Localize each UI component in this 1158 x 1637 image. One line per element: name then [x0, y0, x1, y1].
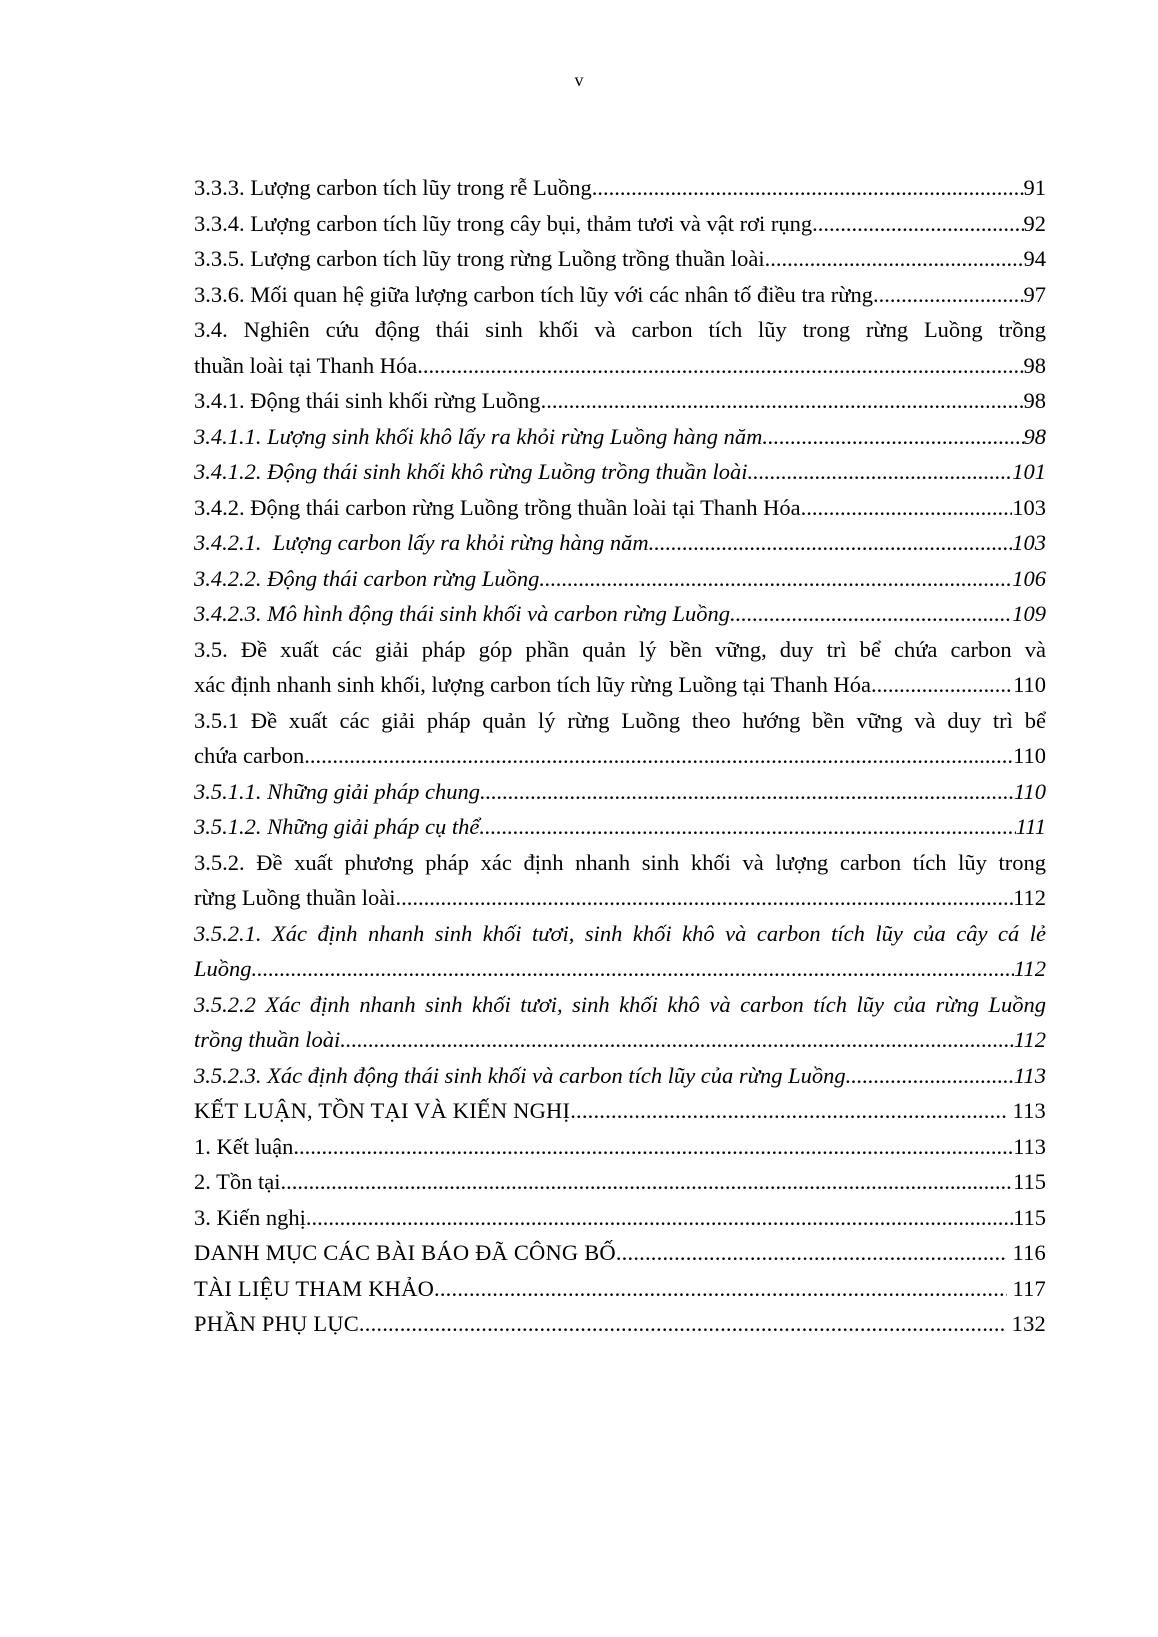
toc-entry-title: 3.3.5. Lượng carbon tích lũy trong rừng Luồng trồng thuần loài	[194, 246, 765, 271]
dot-leader	[765, 241, 1024, 277]
toc-entry-page: 98	[1023, 388, 1046, 413]
toc-entry-3-3-6[interactable]	[194, 277, 1046, 313]
dot-leader	[846, 1058, 1014, 1094]
toc-entry-title: 3.4.2.1. Lượng carbon lấy ra khỏi rừng hàng năm	[194, 530, 649, 555]
toc-entry-3-5-2-3[interactable]	[194, 1058, 1046, 1094]
toc-entry-title-line2: xác định nhanh sinh khối, lượng carbon tích lũy rừng Luồng tại Thanh Hóa	[194, 672, 871, 697]
toc-entry-page: 112	[1013, 1027, 1046, 1052]
toc-entry-page: 98	[1023, 352, 1046, 378]
dot-leader	[417, 348, 1023, 384]
page-number: v	[574, 70, 584, 90]
dot-leader	[730, 596, 1012, 632]
toc-entry-3-5-1-1[interactable]	[194, 774, 1046, 810]
toc-entry-page: 91	[1023, 175, 1046, 200]
toc-entry-title: 1. Kết luận	[194, 1133, 294, 1159]
toc-entry-appendix[interactable]	[194, 1306, 1046, 1342]
toc-entry-references[interactable]	[194, 1271, 1046, 1307]
toc-entry-title: KẾT LUẬN, TỒN TẠI VÀ KIẾN NGHỊ	[194, 1098, 571, 1123]
toc-entry-page: 106	[1012, 565, 1046, 591]
toc-entry-title-line1: 3.5.2.2 Xác định nhanh sinh khối tươi, sinh khối khô và carbon tích lũy của rừng Luồng	[194, 991, 1046, 1017]
dot-leader	[649, 525, 1013, 561]
dot-leader	[280, 1164, 1013, 1200]
toc-entry-title: 3. Kiến nghị	[194, 1204, 306, 1230]
toc-entry-title-line1: 3.4. Nghiên cứu động thái sinh khối và carbon tích lũy trong rừng Luồng trồng	[194, 317, 1046, 342]
toc-entry-page: 94	[1023, 246, 1046, 271]
toc-entry-page: 92	[1023, 210, 1046, 236]
toc-entry-page: 117	[1006, 1275, 1046, 1301]
toc-entry-page: 97	[1023, 281, 1046, 307]
dot-leader	[396, 880, 1014, 916]
toc-entry-3-3-4[interactable]	[194, 206, 1046, 242]
toc-entry-title-line1: 3.5. Đề xuất các giải pháp góp phần quản lý bền vững, duy trì bể chứa carbon và	[194, 636, 1046, 662]
toc-entry-3-5[interactable]	[194, 632, 1046, 703]
toc-entry-title: PHẦN PHỤ LỤC	[194, 1311, 359, 1336]
toc-entry-page: 98	[1023, 423, 1046, 449]
toc-entry-page: 110	[1013, 743, 1046, 768]
toc-entry-page: 113	[1013, 1062, 1046, 1088]
dot-leader	[480, 774, 1014, 810]
toc-entry-page: 116	[1006, 1240, 1046, 1265]
toc-entry-title: 3.5.2.3. Xác định động thái sinh khối và carbon tích lũy của rừng Luồng	[194, 1062, 846, 1088]
dot-leader	[748, 454, 1013, 490]
toc-entry-page: 113	[1006, 1098, 1046, 1123]
toc-entry-conclusion[interactable]	[194, 1093, 1046, 1129]
toc-entry-title-line2: rừng Luồng thuần loài	[194, 885, 396, 910]
toc-entry-page: 110	[1013, 778, 1046, 804]
toc-entry-page: 103	[1012, 530, 1046, 555]
toc-entry-title: 3.4.2.3. Mô hình động thái sinh khối và carbon rừng Luồng	[194, 601, 731, 626]
toc-entry-page: 132	[1005, 1311, 1046, 1336]
toc-entry-title: 3.4.1.1. Lượng sinh khối khô lấy ra khỏi rừng Luồng hàng năm	[194, 423, 763, 449]
toc-entry-page: 112	[1013, 885, 1046, 910]
toc-entry-title: 3.5.1.2. Những giải pháp cụ thể	[194, 814, 480, 839]
toc-entry-3-4-2-2[interactable]	[194, 561, 1046, 597]
toc-entry-title-line2: chứa carbon	[194, 743, 305, 768]
toc-entry-3-4-2-3[interactable]	[194, 596, 1046, 632]
dot-leader	[570, 1093, 1006, 1129]
toc-entry-3-5-1[interactable]	[194, 703, 1046, 774]
toc-entry-title: 3.4.2. Động thái carbon rừng Luồng trồng thuần loài tại Thanh Hóa	[194, 494, 801, 520]
toc-entry-3-4-1-1[interactable]	[194, 419, 1046, 455]
toc-entry-3-5-2-2[interactable]	[194, 987, 1046, 1058]
dot-leader	[616, 1235, 1007, 1271]
toc-entry-page: 103	[1012, 494, 1046, 520]
toc-entry-title-line1: 3.5.2. Đề xuất phương pháp xác định nhanh sinh khối và lượng carbon tích lũy trong	[194, 849, 1046, 875]
toc-entry-page: 109	[1012, 601, 1046, 626]
toc-entry-title: 3.3.3. Lượng carbon tích lũy trong rễ Luồng	[194, 175, 592, 200]
toc-entry-3-4-1-2[interactable]	[194, 454, 1046, 490]
toc-entry-3-3-3[interactable]	[194, 170, 1046, 206]
toc-entry-3-4-2[interactable]	[194, 490, 1046, 526]
toc-entry-page: 111	[1015, 814, 1046, 839]
dot-leader	[762, 419, 1023, 455]
toc-entry-title: 3.5.1.1. Những giải pháp chung	[194, 778, 481, 804]
toc-entry-title: 3.3.6. Mối quan hệ giữa lượng carbon tích lũy với các nhân tố điều tra rừng	[194, 281, 873, 307]
toc-entry-3-4-1[interactable]	[194, 383, 1046, 419]
toc-entry-title: 3.4.1.2. Động thái sinh khối khô rừng Luồng trồng thuần loài	[194, 459, 748, 484]
dot-leader	[801, 490, 1013, 526]
dot-leader	[359, 1306, 1006, 1342]
dot-leader	[812, 206, 1023, 242]
dot-leader	[304, 738, 1013, 774]
dot-leader	[434, 1271, 1007, 1307]
table-of-contents	[194, 170, 1046, 1342]
toc-entry-title: 3.3.4. Lượng carbon tích lũy trong cây bụi, thảm tươi và vật rơi rụng	[194, 210, 813, 236]
dot-leader	[871, 667, 1013, 703]
toc-entry-kien-nghi[interactable]	[194, 1200, 1046, 1236]
toc-entry-3-3-5[interactable]	[194, 241, 1046, 277]
toc-entry-publications[interactable]	[194, 1235, 1046, 1271]
toc-entry-page: 115	[1013, 1204, 1046, 1230]
toc-entry-title-line2: thuần loài tại Thanh Hóa	[194, 352, 418, 378]
dot-leader	[541, 383, 1024, 419]
toc-entry-page: 101	[1012, 459, 1046, 484]
toc-entry-title: 3.4.2.2. Động thái carbon rừng Luồng	[194, 565, 540, 591]
toc-entry-title: DANH MỤC CÁC BÀI BÁO ĐÃ CÔNG BỐ	[194, 1240, 616, 1265]
toc-entry-3-5-2-1[interactable]	[194, 916, 1046, 987]
toc-entry-title: 3.4.1. Động thái sinh khối rừng Luồng	[194, 388, 541, 413]
dot-leader	[340, 1022, 1014, 1058]
toc-entry-3-4[interactable]	[194, 312, 1046, 383]
toc-entry-3-4-2-1[interactable]	[194, 525, 1046, 561]
toc-entry-ket-luan[interactable]	[194, 1129, 1046, 1165]
toc-entry-page: 112	[1013, 956, 1046, 981]
toc-entry-title: TÀI LIỆU THAM KHẢO	[194, 1275, 435, 1301]
toc-entry-3-5-2[interactable]	[194, 845, 1046, 916]
toc-entry-page: 113	[1013, 1133, 1046, 1159]
toc-entry-title-line1: 3.5.1 Đề xuất các giải pháp quản lý rừng Luồng theo hướng bền vững và duy trì bể	[194, 707, 1046, 733]
dot-leader	[592, 170, 1024, 206]
dot-leader	[293, 1129, 1013, 1165]
dot-leader	[539, 561, 1012, 597]
dot-leader	[479, 809, 1015, 845]
toc-entry-ton-tai[interactable]	[194, 1164, 1046, 1200]
toc-entry-title: 2. Tồn tại	[194, 1169, 281, 1194]
toc-entry-title-line2: trồng thuần loài	[194, 1027, 341, 1052]
toc-entry-page: 110	[1013, 672, 1046, 697]
toc-entry-3-5-1-2[interactable]	[194, 809, 1046, 845]
toc-entry-page: 115	[1013, 1169, 1046, 1194]
toc-entry-title-line1: 3.5.2.1. Xác định nhanh sinh khối tươi, sinh khối khô và carbon tích lũy của cây cá lẻ	[194, 920, 1046, 946]
toc-entry-title-line2: Luồng	[194, 956, 252, 981]
dot-leader	[252, 951, 1014, 987]
dot-leader	[873, 277, 1024, 313]
dot-leader	[306, 1200, 1013, 1236]
